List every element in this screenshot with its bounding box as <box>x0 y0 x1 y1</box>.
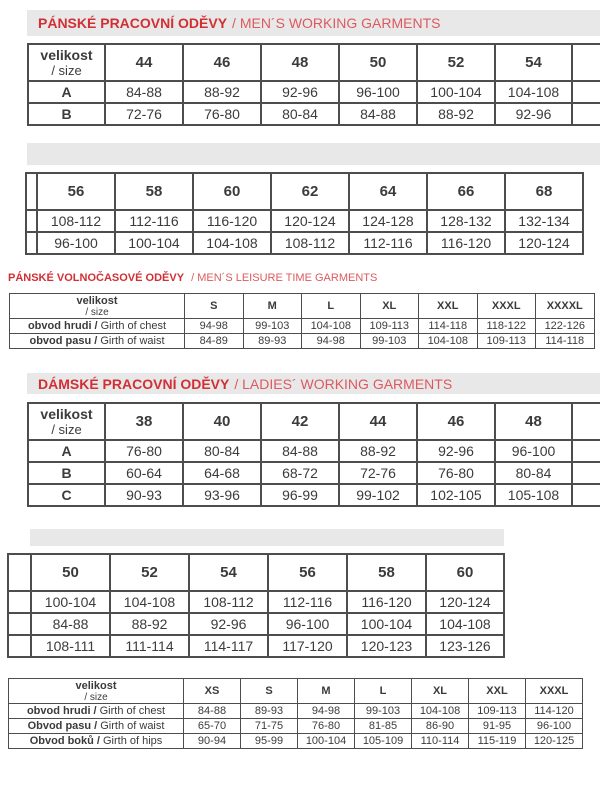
size-header-cell: 56 <box>268 554 347 591</box>
value-cell: 104-108 <box>193 232 271 254</box>
spacer-cell <box>8 613 31 635</box>
value-cell: 100-104 <box>31 591 110 613</box>
value-cell: 99-103 <box>243 319 302 334</box>
value-cell: 96-100 <box>495 440 572 462</box>
size-header-cell: 54 <box>189 554 268 591</box>
value-cell: 116-120 <box>193 210 271 232</box>
size-header-cell: XXXL <box>526 679 583 704</box>
size-header-cell: S <box>185 294 244 319</box>
section-header-mens-working <box>27 10 600 36</box>
size-header-cell: 52 <box>417 44 495 81</box>
value-cell: 114-118 <box>419 319 478 334</box>
value-cell: 64-68 <box>183 462 261 484</box>
table-ladies-working-38-48 <box>27 402 600 516</box>
value-cell: 102-105 <box>417 484 495 506</box>
size-header-cell: XXL <box>469 679 526 704</box>
value-cell: 84-88 <box>261 440 339 462</box>
value-cell: 104-108 <box>426 613 504 635</box>
value-cell: 104-108 <box>110 591 189 613</box>
value-cell: 132-134 <box>505 210 583 232</box>
value-cell: 118-122 <box>477 319 536 334</box>
value-cell: 72-76 <box>339 462 417 484</box>
row-label-cell: B <box>28 103 105 125</box>
spacer-cell <box>8 635 31 657</box>
value-cell: 88-92 <box>110 613 189 635</box>
value-cell: 94-98 <box>298 704 355 719</box>
spacer-cell <box>26 210 37 232</box>
value-cell: 95-99 <box>241 734 298 749</box>
size-header-cell: 50 <box>31 554 110 591</box>
size-header-cell: L <box>355 679 412 704</box>
size-header-cell: 58 <box>347 554 426 591</box>
spacer-cell <box>26 232 37 254</box>
value-cell: 96-100 <box>37 232 115 254</box>
value-cell: 80-84 <box>261 103 339 125</box>
value-cell: 109-113 <box>477 334 536 349</box>
value-cell: 90-93 <box>105 484 183 506</box>
size-header-cell: 54 <box>495 44 572 81</box>
row-label-cell <box>9 719 184 734</box>
size-header-cell: 38 <box>105 403 183 440</box>
spacer-cell <box>572 81 600 103</box>
value-cell: 117-120 <box>268 635 347 657</box>
size-header-cell: 60 <box>193 173 271 210</box>
corner-cell <box>10 294 185 319</box>
row-label-cell: A <box>28 440 105 462</box>
row-label-cell <box>10 319 185 334</box>
value-cell: 71-75 <box>241 719 298 734</box>
value-cell: 123-126 <box>426 635 504 657</box>
value-cell: 88-92 <box>339 440 417 462</box>
corner-cell <box>9 679 184 704</box>
heading-czech: PÁNSKÉ PRACOVNÍ ODĚVY <box>38 15 228 31</box>
size-header-cell: 66 <box>427 173 505 210</box>
value-cell: 76-80 <box>417 462 495 484</box>
value-cell: 89-93 <box>243 334 302 349</box>
value-cell: 93-96 <box>183 484 261 506</box>
size-header-cell: M <box>243 294 302 319</box>
row-label-cell <box>10 334 185 349</box>
spacer-cell <box>572 484 600 506</box>
size-header-cell: 64 <box>349 173 427 210</box>
value-cell: 104-108 <box>302 319 361 334</box>
table-mens-working-44-54 <box>27 43 600 133</box>
value-cell: 94-98 <box>185 319 244 334</box>
table-mens-leisure <box>9 293 595 349</box>
size-header-cell: XL <box>412 679 469 704</box>
value-cell: 72-76 <box>105 103 183 125</box>
size-header-cell: 48 <box>495 403 572 440</box>
corner-line1: velikost <box>76 294 118 307</box>
corner-line1: velikost <box>75 679 117 692</box>
size-header-cell: XXL <box>419 294 478 319</box>
size-header-cell: 40 <box>183 403 261 440</box>
row-label-cell: C <box>28 484 105 506</box>
value-cell: 96-100 <box>268 613 347 635</box>
value-cell: 128-132 <box>427 210 505 232</box>
value-cell: 122-126 <box>536 319 595 334</box>
heading-english: / LADIES´ WORKING GARMENTS <box>234 375 453 392</box>
row-label-cell: A <box>28 81 105 103</box>
size-header-cell: 52 <box>110 554 189 591</box>
row-label-english: Girth of chest <box>99 705 166 717</box>
row-label-cell: B <box>28 462 105 484</box>
table-ladies-working-50-60 <box>7 553 505 658</box>
value-cell: 99-102 <box>339 484 417 506</box>
row-label-czech: obvod pasu / <box>29 335 98 347</box>
value-cell: 105-109 <box>355 734 412 749</box>
size-header-cell: 62 <box>271 173 349 210</box>
row-label-czech: obvod hrudi / <box>26 705 97 717</box>
size-header-cell: S <box>241 679 298 704</box>
value-cell: 94-98 <box>302 334 361 349</box>
size-header-cell: XL <box>360 294 419 319</box>
row-label-czech: obvod hrudi / <box>27 320 98 332</box>
value-cell: 80-84 <box>495 462 572 484</box>
corner-line2: / size <box>85 306 109 318</box>
size-header-cell: XS <box>184 679 241 704</box>
value-cell: 104-108 <box>412 704 469 719</box>
value-cell: 76-80 <box>183 103 261 125</box>
value-cell: 109-113 <box>360 319 419 334</box>
value-cell: 116-120 <box>347 591 426 613</box>
value-cell: 89-93 <box>241 704 298 719</box>
row-label-czech: Obvod boků / <box>29 735 100 747</box>
value-cell: 84-88 <box>339 103 417 125</box>
size-header-cell: 68 <box>505 173 583 210</box>
table-mens-working-56-68 <box>25 172 584 255</box>
size-header-cell: 56 <box>37 173 115 210</box>
separator-band <box>27 143 600 165</box>
size-header-cell: 44 <box>339 403 417 440</box>
value-cell: 108-112 <box>271 232 349 254</box>
size-header-cell: 48 <box>261 44 339 81</box>
value-cell: 114-118 <box>536 334 595 349</box>
spacer-cell <box>572 462 600 484</box>
value-cell: 84-88 <box>184 704 241 719</box>
corner-line2: / size <box>51 422 82 437</box>
value-cell: 112-116 <box>349 232 427 254</box>
value-cell: 92-96 <box>417 440 495 462</box>
table-ladies-leisure <box>8 678 583 749</box>
value-cell: 91-95 <box>469 719 526 734</box>
row-label-cell <box>9 734 184 749</box>
size-header-cell: M <box>298 679 355 704</box>
heading-czech: PÁNSKÉ VOLNOČASOVÉ ODĚVY <box>8 272 185 284</box>
value-cell: 120-124 <box>505 232 583 254</box>
value-cell: 109-113 <box>469 704 526 719</box>
value-cell: 96-100 <box>339 81 417 103</box>
size-header-cell: 50 <box>339 44 417 81</box>
value-cell: 76-80 <box>105 440 183 462</box>
value-cell: 108-112 <box>189 591 268 613</box>
size-header-cell: 46 <box>183 44 261 81</box>
value-cell: 90-94 <box>184 734 241 749</box>
value-cell: 120-124 <box>271 210 349 232</box>
value-cell: 120-124 <box>426 591 504 613</box>
value-cell: 99-103 <box>360 334 419 349</box>
value-cell: 116-120 <box>427 232 505 254</box>
size-header-cell: 44 <box>105 44 183 81</box>
value-cell: 108-112 <box>37 210 115 232</box>
value-cell: 124-128 <box>349 210 427 232</box>
heading-czech: DÁMSKÉ PRACOVNÍ ODĚVY <box>38 375 230 392</box>
value-cell: 81-85 <box>355 719 412 734</box>
value-cell: 120-125 <box>526 734 583 749</box>
value-cell: 96-99 <box>261 484 339 506</box>
value-cell: 100-104 <box>347 613 426 635</box>
value-cell: 68-72 <box>261 462 339 484</box>
size-header-cell: 42 <box>261 403 339 440</box>
value-cell: 99-103 <box>355 704 412 719</box>
value-cell: 86-90 <box>412 719 469 734</box>
value-cell: 60-64 <box>105 462 183 484</box>
size-header-cell: 60 <box>426 554 504 591</box>
size-header-cell: L <box>302 294 361 319</box>
value-cell: 108-111 <box>31 635 110 657</box>
value-cell: 84-88 <box>105 81 183 103</box>
value-cell: 88-92 <box>183 81 261 103</box>
row-label-english: Girth of waist <box>100 335 165 347</box>
spacer-cell <box>8 591 31 613</box>
value-cell: 114-120 <box>526 704 583 719</box>
value-cell: 92-96 <box>261 81 339 103</box>
size-header-cell: XXXL <box>477 294 536 319</box>
row-label-english: Girth of waist <box>100 720 165 732</box>
size-header-cell: XXXXL <box>536 294 595 319</box>
corner-line1: velikost <box>40 406 93 422</box>
value-cell: 80-84 <box>183 440 261 462</box>
corner-cell <box>28 44 105 81</box>
spacer-cell <box>572 403 600 440</box>
row-label-cell <box>9 704 184 719</box>
spacer-cell <box>26 173 37 210</box>
value-cell: 120-123 <box>347 635 426 657</box>
spacer-cell <box>572 440 600 462</box>
corner-cell <box>28 403 105 440</box>
corner-line2: / size <box>84 691 108 703</box>
corner-line2: / size <box>51 63 82 78</box>
value-cell: 110-114 <box>412 734 469 749</box>
value-cell: 76-80 <box>298 719 355 734</box>
corner-line1: velikost <box>40 47 93 63</box>
row-label-czech: Obvod pasu / <box>27 720 98 732</box>
separator-band <box>30 529 504 546</box>
value-cell: 96-100 <box>526 719 583 734</box>
value-cell: 112-116 <box>115 210 193 232</box>
value-cell: 92-96 <box>495 103 572 125</box>
value-cell: 65-70 <box>184 719 241 734</box>
value-cell: 112-116 <box>268 591 347 613</box>
spacer-cell <box>8 554 31 591</box>
value-cell: 100-104 <box>417 81 495 103</box>
section-header-ladies-working <box>27 373 600 394</box>
value-cell: 114-117 <box>189 635 268 657</box>
value-cell: 84-89 <box>185 334 244 349</box>
size-header-cell: 58 <box>115 173 193 210</box>
row-label-english: Girth of hips <box>102 735 163 747</box>
value-cell: 104-108 <box>495 81 572 103</box>
size-header-cell: 46 <box>417 403 495 440</box>
row-label-english: Girth of chest <box>100 320 167 332</box>
section-header-mens-leisure <box>8 271 377 286</box>
value-cell: 88-92 <box>417 103 495 125</box>
value-cell: 115-119 <box>469 734 526 749</box>
spacer-cell <box>572 44 600 81</box>
value-cell: 111-114 <box>110 635 189 657</box>
value-cell: 92-96 <box>189 613 268 635</box>
heading-english: / MEN´S LEISURE TIME GARMENTS <box>191 272 378 284</box>
value-cell: 104-108 <box>419 334 478 349</box>
heading-english: / MEN´S WORKING GARMENTS <box>232 15 441 31</box>
value-cell: 105-108 <box>495 484 572 506</box>
spacer-cell <box>572 103 600 125</box>
value-cell: 100-104 <box>115 232 193 254</box>
value-cell: 84-88 <box>31 613 110 635</box>
value-cell: 100-104 <box>298 734 355 749</box>
